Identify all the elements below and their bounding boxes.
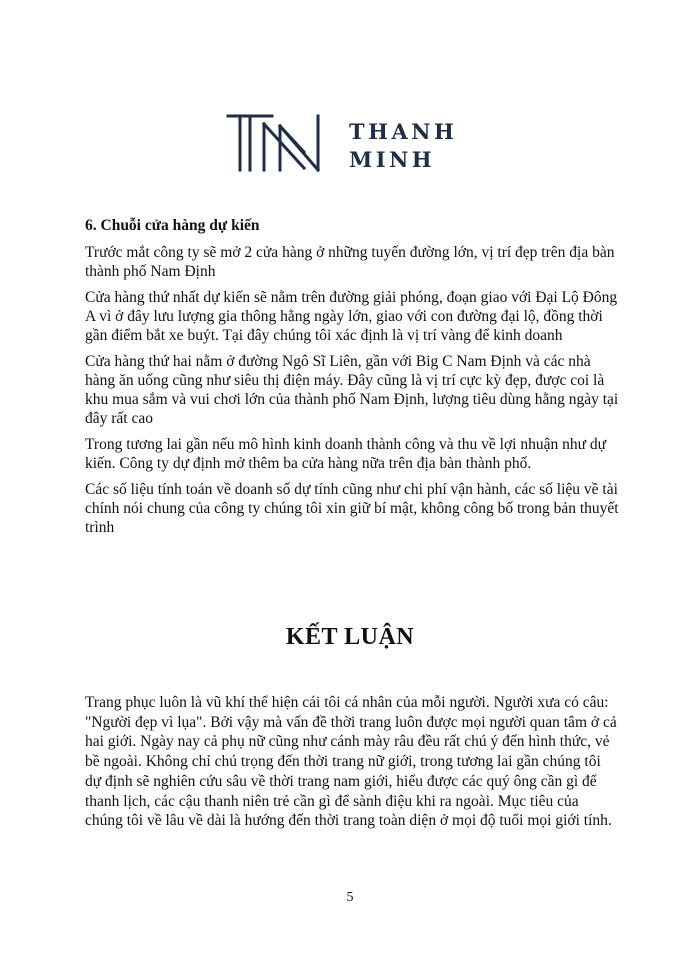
tm-monogram-icon <box>226 112 336 176</box>
section-heading: 6. Chuỗi cửa hàng dự kiến <box>85 217 260 234</box>
paragraph: Các số liệu tính toán về doanh số dự tính cũng như chi phí vận hành, các số liệu về tài chính nói chung của công ty chúng tôi xin giữ bí mật, không công bố trong bản thuyết trình <box>85 481 619 536</box>
conclusion-title: KẾT LUẬN <box>285 624 415 650</box>
paragraph: Cửa hàng thứ nhất dự kiến sẽ nằm trên đường giải phóng, đoạn giao với Đại Lộ Đông A vì ở đây lưu lượng gia thông hằng ngày lớn, giao với con đường đại lộ, đồng thời gần điểm bắt xe buýt. Tại đây chúng tôi xác định là vị trí vàng để kinh doanh <box>85 289 618 344</box>
company-logo <box>226 112 476 176</box>
section-store-chain <box>85 215 620 544</box>
logo-line-1: THANH <box>349 119 458 144</box>
logo-line-2: MINH <box>349 147 436 172</box>
conclusion-paragraph: Trang phục luôn là vũ khí thể hiện cái tôi cá nhân của mỗi người. Người xưa có câu: "Người đẹp vì lụa". Bởi vậy mà vấn đề thời trang luôn được mọi người quan tâm ở cả hai giới. Ngày nay cả phụ nữ cũng như cánh mày râu đều rất chú ý đến hình thức, vẻ bề ngoài. Không chỉ chú trọng đến thời trang nữ giới, trong tương lai gần chúng tôi dự định sẽ nghiên cứu sâu về thời trang nam giới, hiểu được các quý ông cần gì để thanh lịch, các cậu thanh niên trẻ cần gì để sành điệu khi ra ngoài. Mục tiêu của chúng tôi về lâu về dài là hướng đến thời trang toàn diện ở mọi độ tuổi mọi giới tính. <box>85 694 617 830</box>
paragraph: Trước mắt công ty sẽ mở 2 cửa hàng ở những tuyến đường lớn, vị trí đẹp trên địa bàn thành phố Nam Định <box>85 244 615 280</box>
paragraph: Cửa hàng thứ hai nằm ở đường Ngô Sĩ Liên, gần với Big C Nam Định và các nhà hàng ăn uống cũng như siêu thị điện máy. Đây cũng là vị trí cực kỳ đẹp, được coi là khu mua sắm và vui chơi lớn của thành phố Nam Định, lượng tiêu dùng hằng ngày tại đây rất cao <box>85 353 619 427</box>
page-number: 5 <box>346 890 354 905</box>
logo-wordmark <box>349 118 457 174</box>
paragraph: Trong tương lai gần nếu mô hình kinh doanh thành công và thu về lợi nhuận như dự kiến. Công ty dự định mở thêm ba cửa hàng nữa trên địa bàn thành phố. <box>85 436 607 472</box>
